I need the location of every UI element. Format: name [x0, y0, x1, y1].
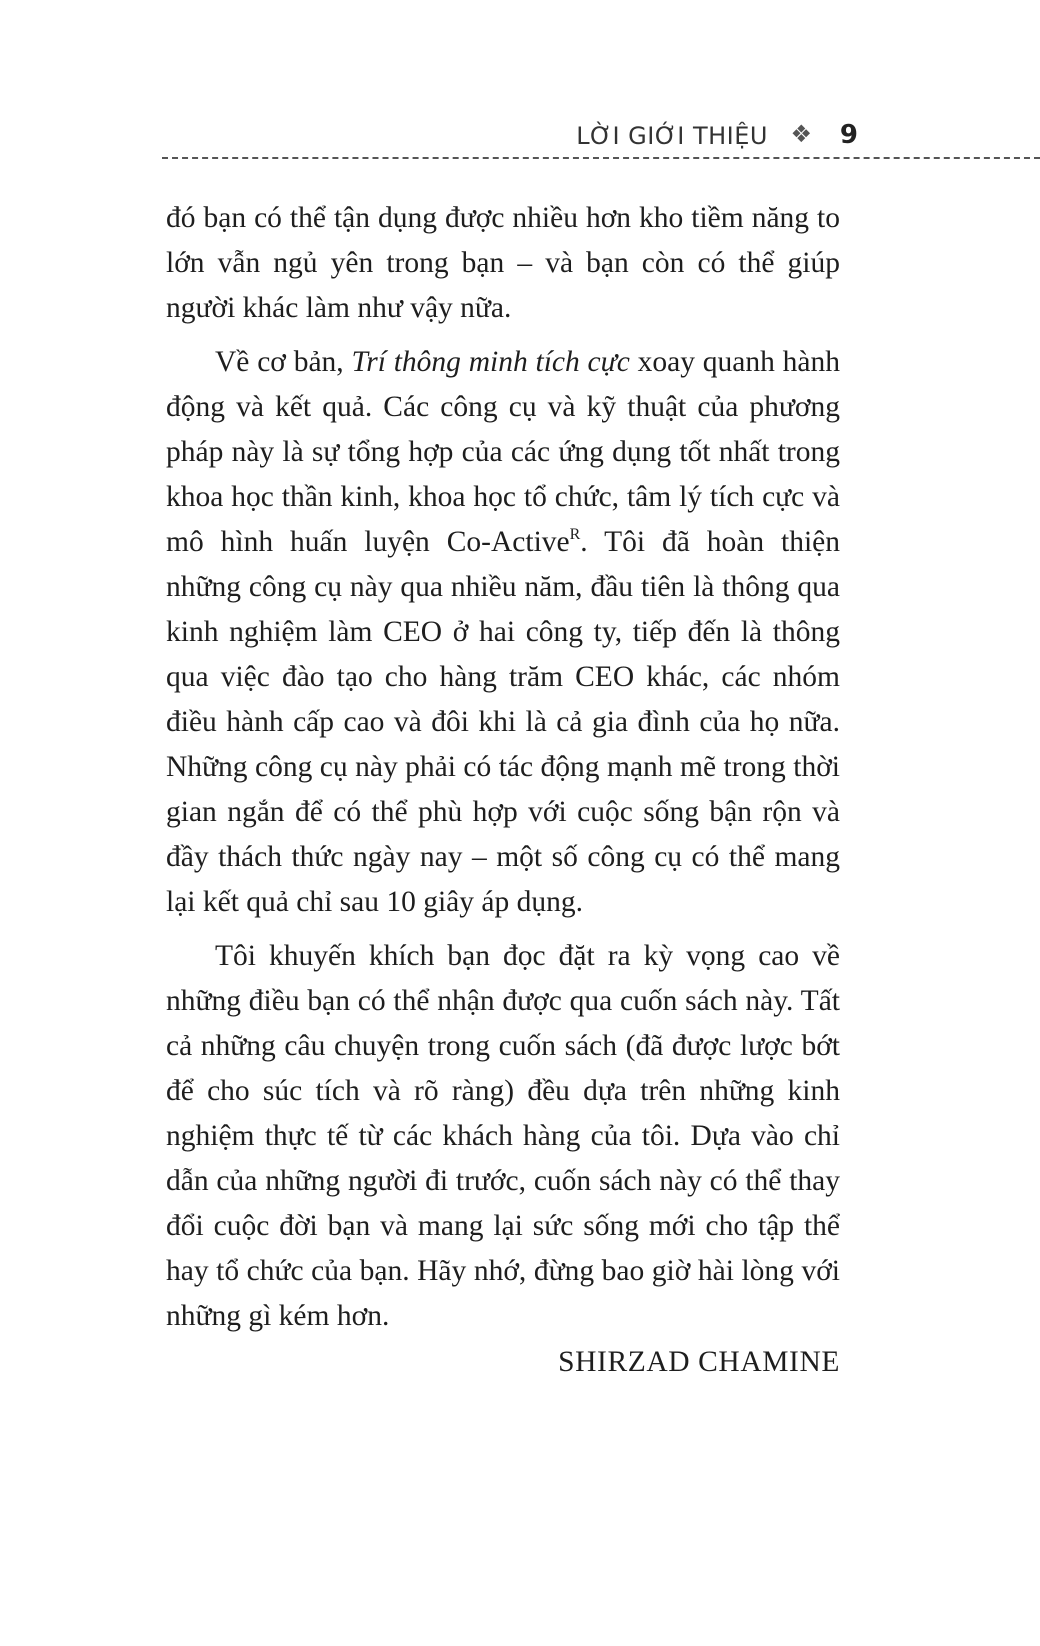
paragraph-2-middle: xoay quanh hành động và kết quả. Các công cụ và kỹ thuật của phương pháp này là sự tổng hợp của các ứng dụng tốt nhất trong khoa học thần kinh, khoa học tổ chức, tâm lý tích cực và mô hình huấn luyện Co-Active: [166, 346, 841, 558]
body-text: [166, 196, 840, 1339]
registered-superscript: R: [569, 526, 581, 543]
author-signature: SHIRZAD CHAMINE: [558, 1346, 840, 1378]
diamond-ornament-icon: ❖: [790, 120, 812, 148]
running-header: [0, 116, 1040, 156]
paragraph-1: đó bạn có thể tận dụng được nhiều hơn kho tiềm năng to lớn vẫn ngủ yên trong bạn – và bạn còn có thể giúp người khác làm như vậy nữa.: [166, 202, 840, 324]
paragraph-2: [166, 340, 840, 925]
paragraph-2-rest: . Tôi đã hoàn thiện những công cụ này qua nhiều năm, đầu tiên là thông qua kinh nghiệm làm CEO ở hai công ty, tiếp đến là thông qua việc đào tạo cho hàng trăm CEO khác, các nhóm điều hành cấp cao và đôi khi là cả gia đình của họ nữa. Những công cụ này phải có tác động mạnh mẽ trong thời gian ngắn để có thể phù hợp với cuộc sống bận rộn và đầy thách thức ngày nay – một số công cụ có thể mang lại kết quả chỉ sau 10 giây áp dụng.: [166, 526, 840, 918]
paragraph-3: Tôi khuyến khích bạn đọc đặt ra kỳ vọng cao về những điều bạn có thể nhận được qua cuốn sách này. Tất cả những câu chuyện trong cuốn sách (đã được lược bớt để cho súc tích và rõ ràng) đều dựa trên những kinh nghiệm thực tế từ các khách hàng của tôi. Dựa vào chỉ dẫn của những người đi trước, cuốn sách này có thể thay đổi cuộc đời bạn và mang lại sức sống mới cho tập thể hay tổ chức của bạn. Hãy nhớ, đừng bao giờ hài lòng với những gì kém hơn.: [166, 940, 840, 1332]
page-number: 9: [839, 120, 858, 150]
section-title: LỜI GIỚI THIỆU: [576, 122, 768, 150]
header-dashed-divider: [162, 157, 1040, 159]
paragraph-2-lead: Về cơ bản,: [215, 346, 352, 378]
book-title: Trí thông minh tích cực: [351, 346, 630, 378]
